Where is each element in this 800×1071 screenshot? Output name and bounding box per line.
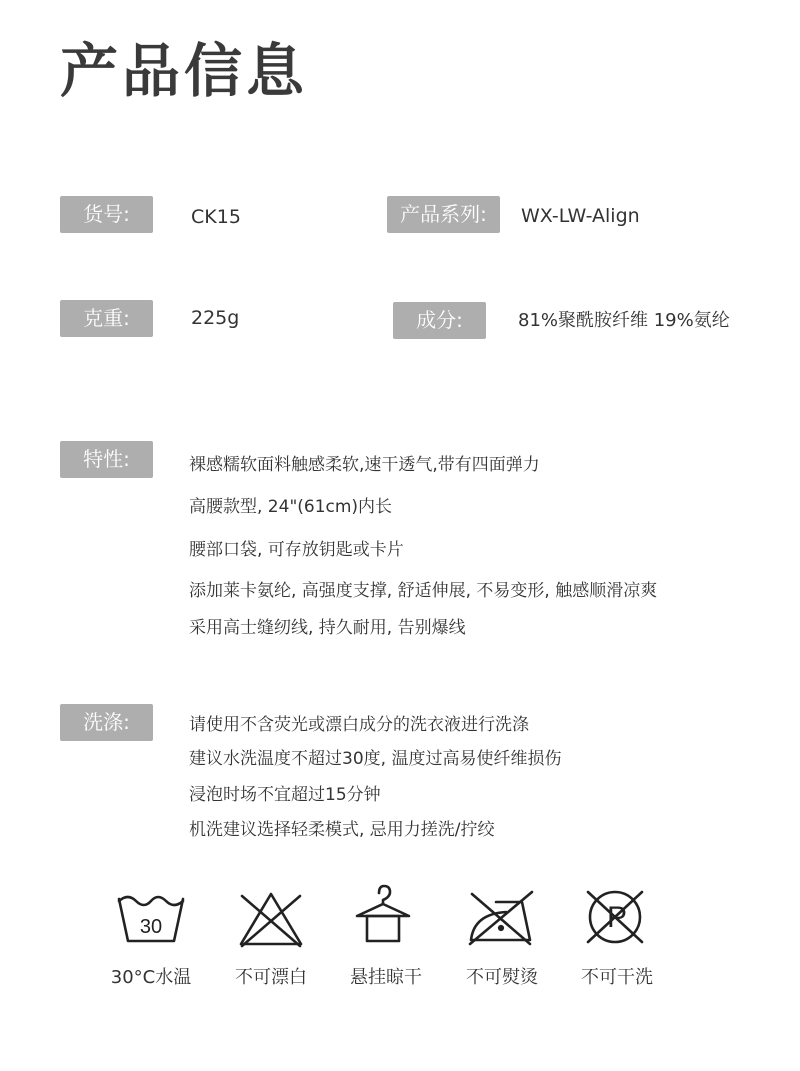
care-caption: 不可漂白 bbox=[235, 967, 307, 988]
care-caption: 不可干洗 bbox=[581, 967, 653, 988]
page-title: 产品信息 bbox=[60, 37, 309, 105]
hang-dry-icon bbox=[348, 883, 418, 945]
wash-temperature: 30 bbox=[139, 916, 163, 938]
no-dry-clean-icon bbox=[580, 886, 650, 948]
care-caption: 悬挂晾干 bbox=[350, 967, 422, 988]
washing-label: 洗涤: bbox=[60, 704, 153, 741]
no-bleach-icon bbox=[236, 888, 306, 950]
washing-line: 建议水洗温度不超过30度, 温度过高易使纤维损伤 bbox=[189, 749, 562, 769]
composition-label: 成分: bbox=[393, 302, 486, 339]
wash-30-icon bbox=[116, 885, 186, 947]
feature-line: 采用高士缝纫线, 持久耐用, 告别爆线 bbox=[189, 618, 466, 638]
weight-value: 225g bbox=[191, 307, 240, 329]
feature-line: 裸感糯软面料触感柔软,速干透气,带有四面弹力 bbox=[189, 455, 540, 475]
washing-line: 机洗建议选择轻柔模式, 忌用力搓洗/拧绞 bbox=[189, 820, 495, 840]
weight-label: 克重: bbox=[60, 300, 153, 337]
care-caption: 不可熨烫 bbox=[466, 967, 538, 988]
composition-value: 81%聚酰胺纤维 19%氨纶 bbox=[518, 310, 730, 331]
feature-line: 添加莱卡氨纶, 高强度支撑, 舒适伸展, 不易变形, 触感顺滑凉爽 bbox=[189, 581, 658, 601]
series-label: 产品系列: bbox=[387, 196, 500, 233]
care-caption: 30°C水温 bbox=[110, 967, 192, 988]
washing-line: 浸泡时场不宜超过15分钟 bbox=[189, 785, 381, 805]
item-no-value: CK15 bbox=[191, 206, 241, 228]
feature-line: 腰部口袋, 可存放钥匙或卡片 bbox=[189, 540, 404, 560]
item-no-label: 货号: bbox=[60, 196, 153, 233]
washing-line: 请使用不含荧光或漂白成分的洗衣液进行洗涤 bbox=[189, 715, 529, 735]
feature-line: 高腰款型, 24"(61cm)内长 bbox=[189, 497, 393, 517]
no-iron-icon bbox=[466, 888, 536, 950]
features-label: 特性: bbox=[60, 441, 153, 478]
dry-clean-letter: P bbox=[606, 901, 628, 934]
series-value: WX-LW-Align bbox=[521, 205, 640, 227]
